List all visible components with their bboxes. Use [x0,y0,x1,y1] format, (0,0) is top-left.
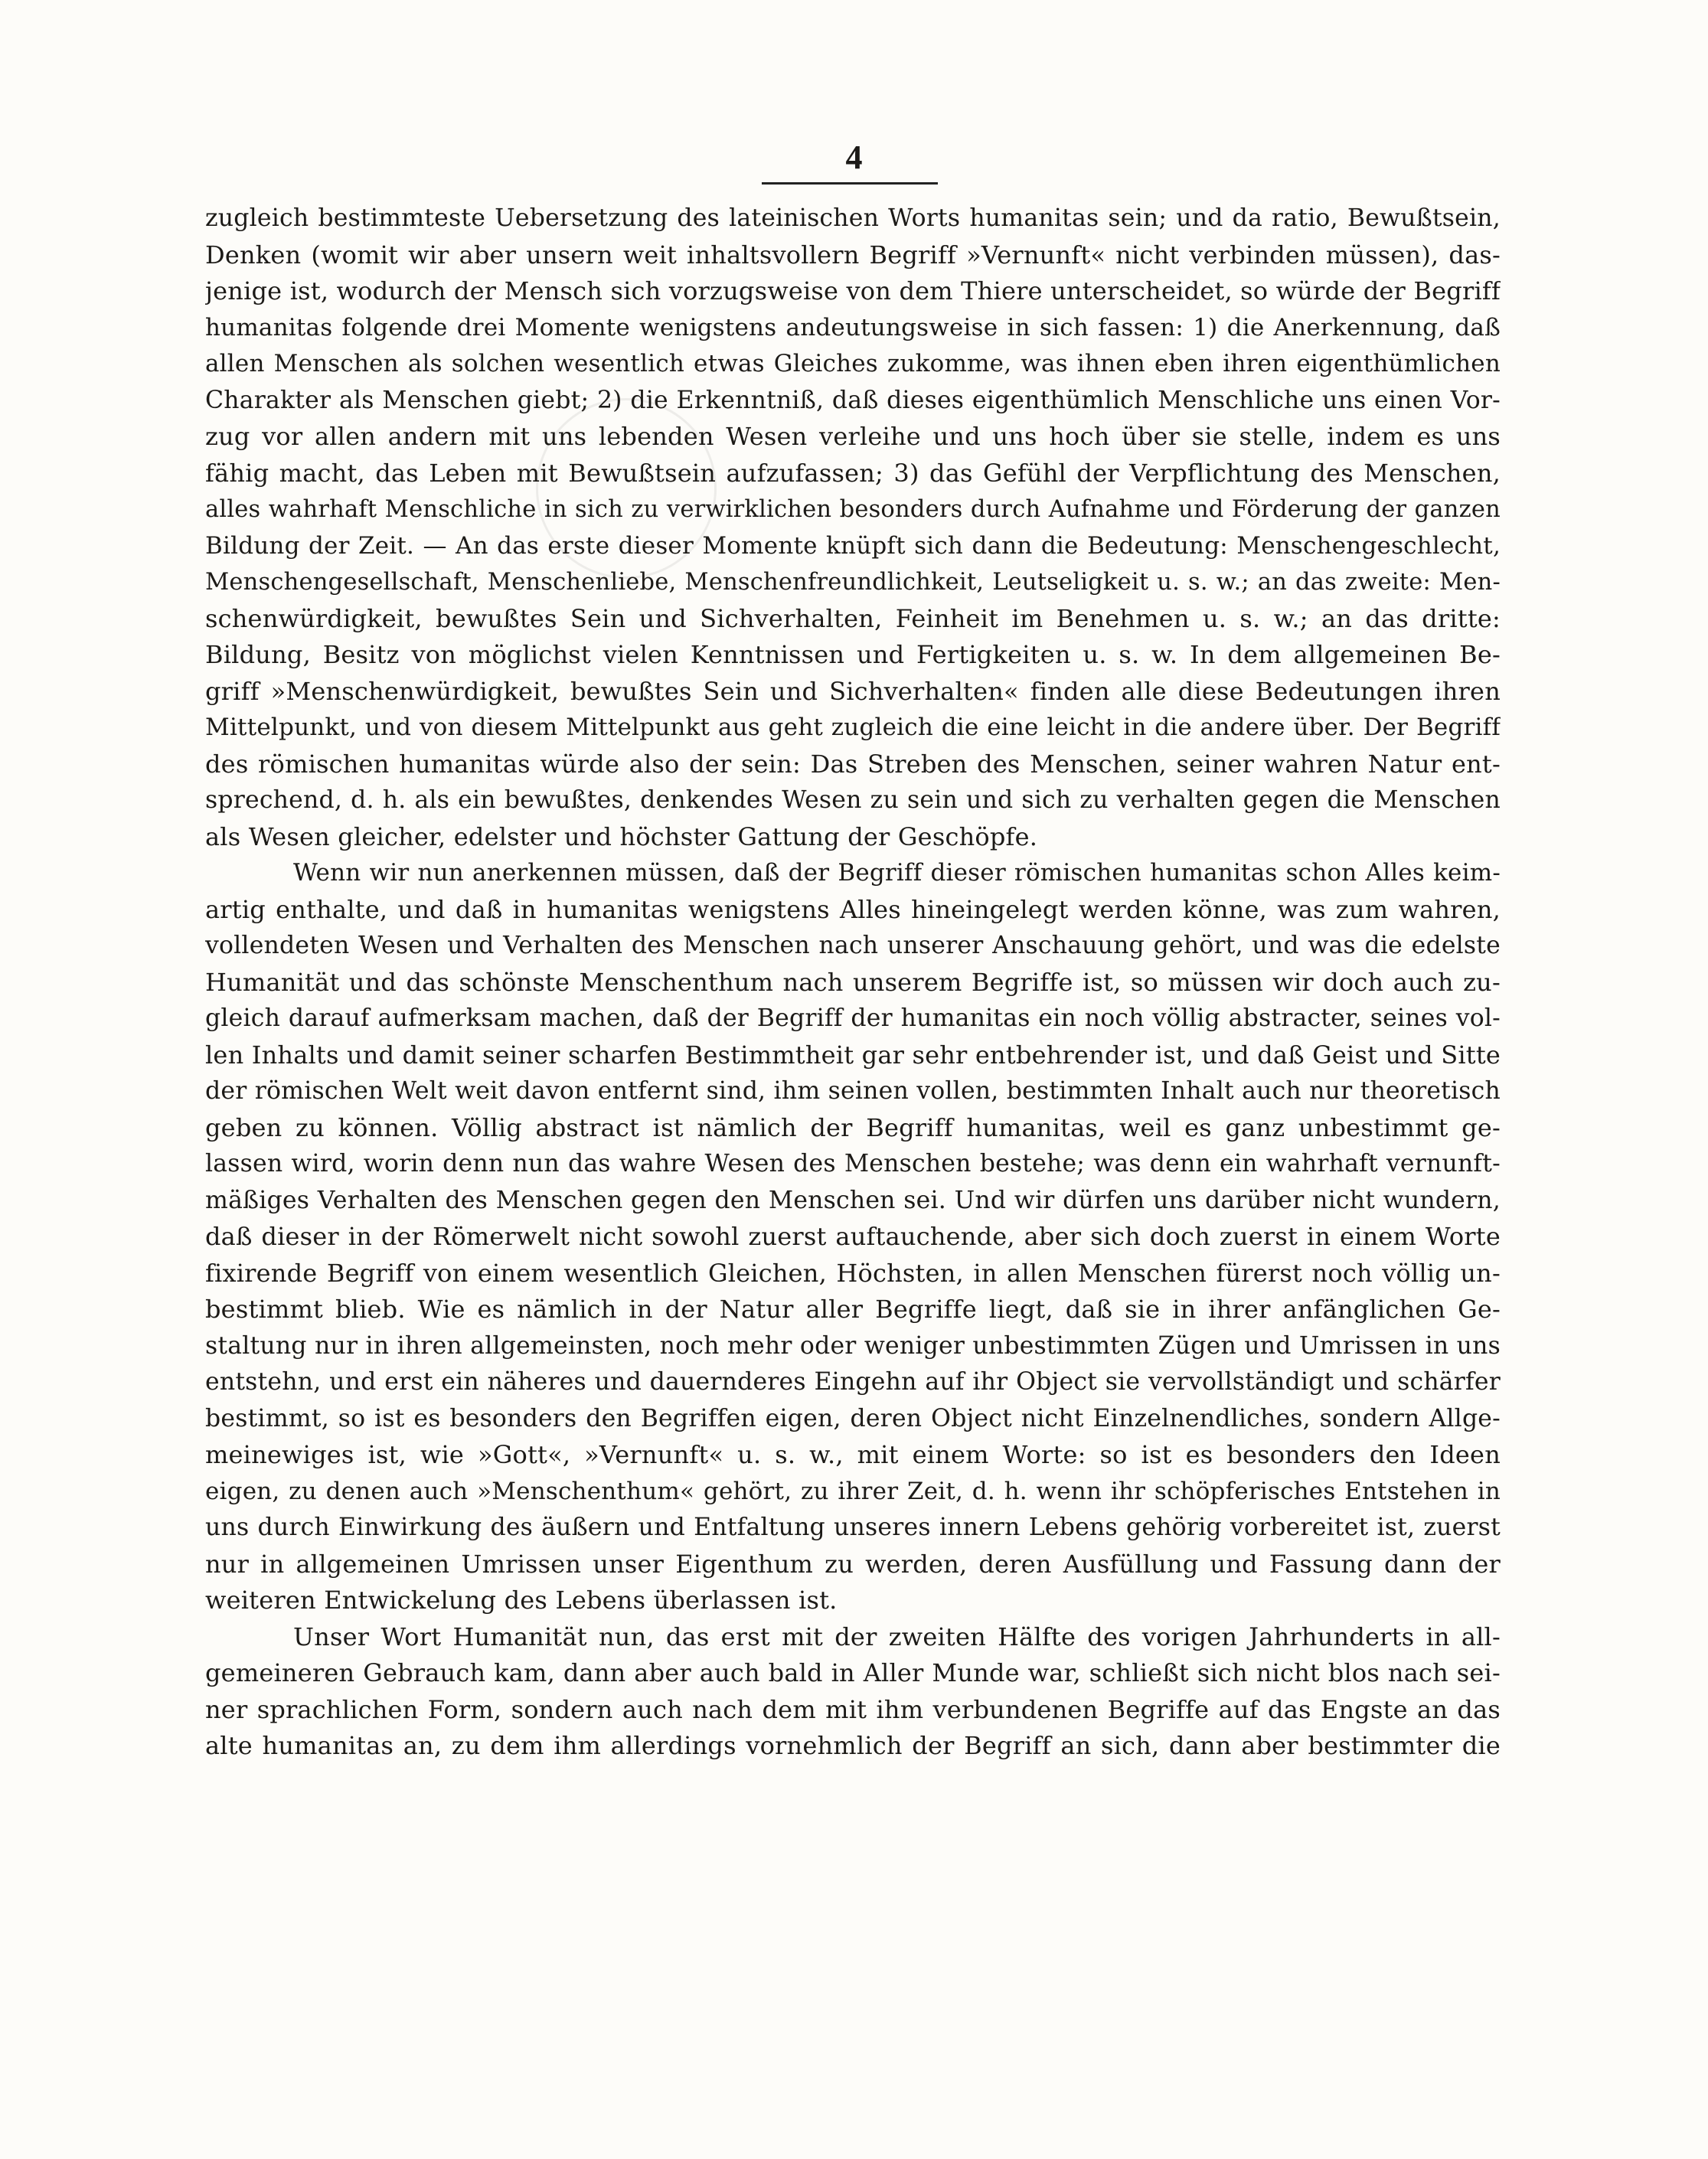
text-line: Wenn wir nun anerkennen müssen, daß der Begriff dieser römischen humanitas schon Alles keim- [293,859,1501,887]
text-line: zug vor allen andern mit uns lebenden Wesen verleihe und uns hoch über sie stelle, indem es uns [205,422,1501,451]
text-line: daß dieser in der Römerwelt nicht sowohl zuerst auftauchende, aber sich doch zuerst in einem Worte [205,1222,1501,1251]
text-line: des römischen humanitas würde also der sein: Das Streben des Menschen, seiner wahren Natur ent- [205,749,1501,779]
text-line: artig enthalte, und daß in humanitas wenigstens Alles hineingelegt werden könne, was zum wahren, [205,894,1501,924]
text-line: len Inhalts und damit seiner scharfen Bestimmtheit gar sehr entbehrender ist, und daß Geist und Sitte [205,1040,1501,1070]
text-line: eigen, zu denen auch »Menschenthum« gehört, zu ihrer Zeit, d. h. wenn ihr schöpferisches Entstehen in [205,1477,1501,1505]
text-line: fähig macht, das Leben mit Bewußtsein aufzufassen; 3) das Gefühl der Verpflichtung des Menschen, [205,458,1501,488]
text-line: zugleich bestimmteste Uebersetzung des lateinischen Worts humanitas sein; und da ratio, Bewußtsein, [205,204,1501,232]
text-line: fixirende Begriff von einem wesentlich Gleichen, Höchsten, in allen Menschen fürerst noch völlig un- [205,1258,1501,1288]
text-line: Charakter als Menschen giebt; 2) die Erkenntniß, daß dieses eigenthümlich Menschliche uns einen Vor- [205,386,1501,414]
text-line: bestimmt, so ist es besonders den Begriffen eigen, deren Object nicht Einzelnendliches, sondern Allge- [205,1404,1501,1432]
text-line: allen Menschen als solchen wesentlich etwas Gleiches zukomme, was ihnen eben ihren eigenthümlichen [205,350,1501,377]
text-line: vollendeten Wesen und Verhalten des Menschen nach unserer Anschauung gehört, und was die edelste [205,932,1501,959]
text-line: jenige ist, wodurch der Mensch sich vorzugsweise von dem Thiere unterscheidet, so würde der Begriff [205,276,1501,305]
text-line: gleich darauf aufmerksam machen, daß der Begriff der humanitas ein noch völlig abstracter, seines vol- [205,1004,1501,1032]
text-line: alles wahrhaft Menschliche in sich zu verwirklichen besonders durch Aufnahme und Förderung der ganzen [205,496,1501,523]
text-line: schenwürdigkeit, bewußtes Sein und Sichverhalten, Feinheit im Benehmen u. s. w.; an das dritte: [205,603,1501,633]
text-line: sprechend, d. h. als ein bewußtes, denkendes Wesen zu sein und sich zu verhalten gegen die Menschen [205,786,1501,814]
text-line: Unser Wort Humanität nun, das erst mit der zweiten Hälfte des vorigen Jahrhunderts in all- [293,1622,1501,1651]
text-line: Bildung, Besitz von möglichst vielen Kenntnissen und Fertigkeiten u. s. w. In dem allgemeinen Be- [205,640,1501,669]
text-line: lassen wird, worin denn nun das wahre Wesen des Menschen bestehe; was denn ein wahrhaft vernunft- [205,1150,1501,1177]
text-line: der römischen Welt weit davon entfernt sind, ihm seinen vollen, bestimmten Inhalt auch nur theoretisch [205,1077,1501,1105]
text-line: alte humanitas an, zu dem ihm allerdings vornehmlich der Begriff an sich, dann aber bestimmter die [205,1731,1501,1760]
body-text [205,201,1501,1765]
text-line: mäßiges Verhalten des Menschen gegen den Menschen sei. Und wir dürfen uns darüber nicht wundern, [205,1186,1501,1214]
text-line: nur in allgemeinen Umrissen unser Eigenthum zu werden, deren Ausfüllung und Fassung dann der [205,1549,1501,1579]
text-line: geben zu können. Völlig abstract ist nämlich der Begriff humanitas, weil es ganz unbestimmt ge- [205,1112,1501,1142]
text-line: Menschengesellschaft, Menschenliebe, Menschenfreundlichkeit, Leutseligkeit u. s. w.; an das zweite: Men- [205,569,1501,596]
text-line: weiteren Entwickelung des Lebens überlassen ist. [205,1586,838,1615]
text-line: Denken (womit wir aber unsern weit inhaltsvollern Begriff »Vernunft« nicht verbinden müssen), das- [205,240,1501,269]
text-line: entstehn, und erst ein näheres und dauernderes Eingehn auf ihr Object sie vervollständigt und schärfer [205,1368,1501,1396]
header-rule [762,182,938,185]
text-line: als Wesen gleicher, edelster und höchster Gattung der Geschöpfe. [205,821,1038,851]
text-line: gemeineren Gebrauch kam, dann aber auch bald in Aller Munde war, schließt sich nicht blos nach sei- [205,1658,1501,1687]
text-line: Humanität und das schönste Menschenthum nach unserem Begriffe ist, so müssen wir doch auch zu- [205,967,1501,997]
text-line: humanitas folgende drei Momente wenigstens andeutungsweise in sich fassen: 1) die Anerkennung, daß [205,313,1501,341]
text-line: Bildung der Zeit. — An das erste dieser Momente knüpft sich dann die Bedeutung: Menschengeschlecht, [205,531,1501,560]
text-line: griff »Menschenwürdigkeit, bewußtes Sein und Sichverhalten« finden alle diese Bedeutungen ihren [205,676,1501,706]
text-line: meinewiges ist, wie »Gott«, »Vernunft« u. s. w., mit einem Worte: so ist es besonders den Ideen [205,1440,1501,1469]
text-line: Mittelpunkt, und von diesem Mittelpunkt aus geht zugleich die eine leicht in die andere über. Der Begriff [205,714,1501,741]
text-line: ner sprachlichen Form, sondern auch nach dem mit ihm verbundenen Begriffe auf das Engste an das [205,1694,1501,1724]
text-line: bestimmt blieb. Wie es nämlich in der Natur aller Begriffe liegt, daß sie in ihrer anfänglichen Ge- [205,1295,1501,1324]
page-number: 4 [845,139,863,176]
text-line: uns durch Einwirkung des äußern und Entfaltung unseres innern Lebens gehörig vorbereitet ist, zuerst [205,1514,1501,1541]
text-line: staltung nur in ihren allgemeinsten, noch mehr oder weniger unbestimmten Zügen und Umrissen in uns [205,1331,1501,1360]
